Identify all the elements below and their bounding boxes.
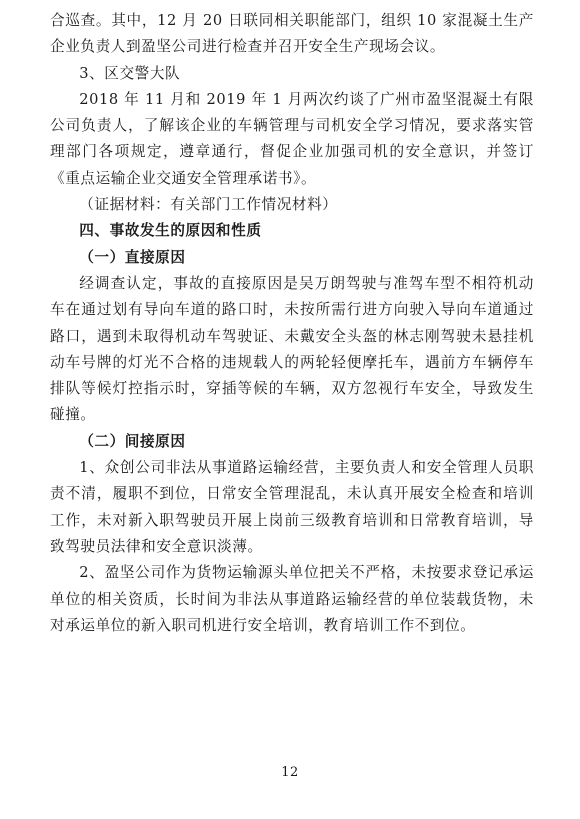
subheading-indirect-cause: （二）间接原因 [79, 432, 186, 450]
paragraph-inspection-summary: 合巡查。其中，12 月 20 日联同相关职能部门，组织 10 家混凝土生产企业负责人到盈坚公司进行检查并召开安全生产现场会议。 [50, 12, 534, 56]
paragraph-indirect-cause-1: 1、众创公司非法从事道路运输经营，主要负责人和安全管理人员职责不清，履职不到位，日常安全管理混乱，未认真开展安全检查和培训工作，未对新入职驾驶员开展上岗前三级教育培训和日常教育培训，导致驾驶员法律和安全意识淡薄。 [50, 459, 534, 555]
document-body [50, 8, 534, 639]
paragraph-indirect-cause-2: 2、盈坚公司作为货物运输源头单位把关不严格，未按要求登记承运单位的相关资质，长时间为非法从事道路运输经营的单位装载货物，未对承运单位的新入职司机进行安全培训，教育培训工作不到位。 [50, 564, 534, 634]
subheading-direct-cause: （一）直接原因 [79, 248, 186, 266]
paragraph-traffic-police-interviews: 2018 年 11 月和 2019 年 1 月两次约谈了广州市盈坚混凝土有限公司负责人，了解该企业的车辆管理与司机安全学习情况，要求落实管理部门各项规定，遵章通行，督促企业加强司机的安全意识，并签订《重点运输企业交通安全管理承诺书》。 [50, 90, 534, 187]
section-label-traffic-police: 3、区交警大队 [79, 64, 181, 82]
page-number: 12 [281, 765, 299, 780]
section-heading-causes: 四、事故发生的原因和性质 [79, 222, 262, 240]
evidence-note: （证据材料：有关部门工作情况材料） [79, 196, 338, 214]
paragraph-direct-cause: 经调查认定，事故的直接原因是吴万朗驾驶与准驾车型不相符机动车在通过划有导向车道的路口时，未按所需行进方向驶入导向车道通过路口，遇到未取得机动车驾驶证、未戴安全头盔的林志刚驾驶未悬挂机动车号牌的灯光不合格的违规载人的两轮轻便摩托车，遇前方车辆停车排队等候灯控指示时，穿插等候的车辆，双方忽视行车安全，导致发生碰撞。 [50, 274, 534, 424]
